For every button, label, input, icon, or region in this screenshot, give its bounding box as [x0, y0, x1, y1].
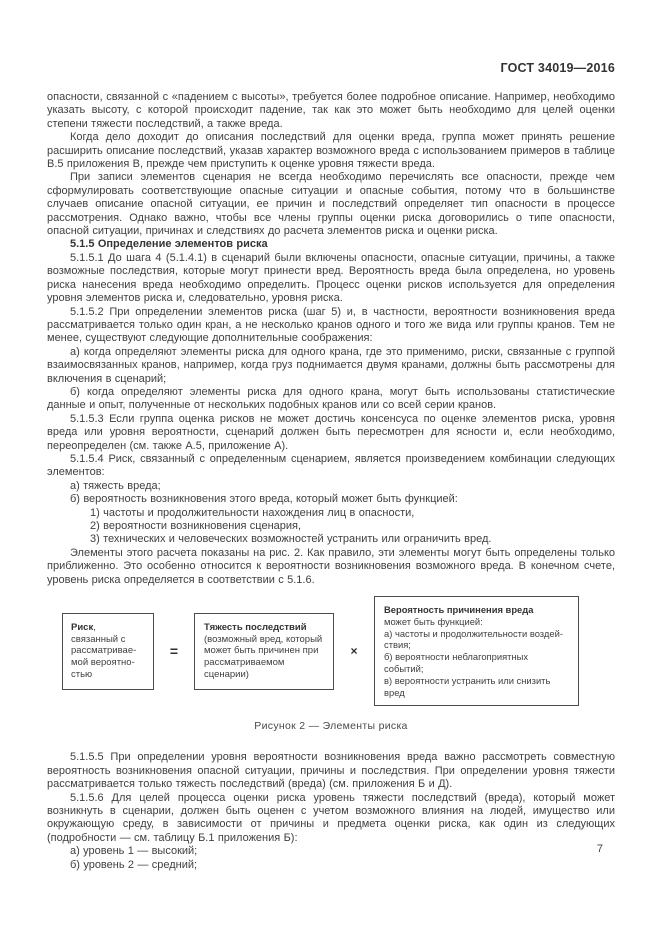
figure-caption: Рисунок 2 — Элементы риска: [254, 720, 408, 733]
section-heading: 5.1.5 Определение элементов риска: [70, 238, 268, 251]
sub-list-item: 2) вероятности возникновения сценария,: [90, 520, 302, 532]
figure-boxes-row: [47, 596, 615, 706]
list-item: а) тяжесть вреда;: [70, 479, 161, 492]
paragraph: 5.1.5.6 Для целей процесса оценки риска уровень тяжести последствий (вреда), который может возникнуть в сценарии, должен быть оценен с учетом возможного влияния на людей, имущество или окружающую среду, в зависимости от причины и предмета оценки риска, как один из следующих (подробности — см. таблицу Б.1 приложения Б):: [47, 791, 615, 844]
page-header: [47, 61, 615, 75]
standard-number: ГОСТ 34019—2016: [500, 61, 615, 75]
list-item: б) уровень 2 — средний;: [70, 858, 198, 871]
probability-box-title: Вероятность причинения вреда: [384, 604, 534, 616]
severity-box: [194, 613, 334, 690]
document-body: [47, 91, 615, 872]
paragraph: 5.1.5.4 Риск, связанный с определенным сценарием, является произведением комбинации следующих элементов:: [47, 452, 615, 479]
risk-box: [62, 613, 154, 690]
paragraph: 5.1.5.3 Если группа оценка рисков не может достичь консенсуса по оценке элементов риска, уровня вреда или уровня вероятности, сценарий должен быть пересмотрен для ясности и, если необходимо, переопределен (см. также А.5, приложение А).: [47, 412, 615, 452]
list-item: б) вероятность возникновения этого вреда, который может быть функцией:: [70, 493, 458, 506]
probability-box: [374, 596, 579, 706]
paragraph: опасности, связанной с «падением с высоты», требуется более подробное описание. Например, необходимо указать высоту, с которой происходит падение, так как это может быть необходимо для целей оценки степени тяжести последствий, а также вреда.: [47, 91, 615, 130]
paragraph: Элементы этого расчета показаны на рис. 2. Как правило, эти элементы могут быть определены только приближенно. Это особенно относится к вероятности возникновения возможного вреда. В конечном счете, уровень риска определяется в соответствии с 5.1.6.: [47, 546, 615, 586]
probability-box-item-v: в) вероятности устранить или снизить вред: [384, 674, 551, 698]
list-item: а) уровень 1 — высокий;: [70, 845, 198, 858]
severity-box-text: (возможный вред, который может быть причинен при рассматриваемом сценарии): [204, 633, 323, 680]
risk-elements-figure: [47, 596, 615, 732]
multiply-operator: ×: [350, 644, 358, 659]
severity-box-title: Тяжесть последствий: [204, 621, 307, 633]
equals-operator: =: [169, 643, 179, 660]
risk-box-title: Риск: [71, 621, 94, 633]
page-number: 7: [596, 843, 603, 855]
sub-list-item: 3) технических и человеческих возможностей устранить или ограничить вред.: [90, 533, 492, 546]
paragraph: 5.1.5.1 До шага 4 (5.1.4.1) в сценарий были включены опасности, опасные ситуации, причины, а также возможные последствия, которые могут принести вред. Вероятность вреда была определена, но уровень риска нанесения вреда необходимо определить. Процесс оценки рисков используется для определения уровня элементов риска и, следовательно, уровня риска.: [47, 251, 615, 305]
risk-box-text: , связанный с рассматриваемой вероятностью: [71, 621, 137, 680]
list-item: б) когда определяют элементы риска для одного крана, могут быть использованы статистические данные и опыт, полученные от нескольких подобных кранов или со всей серии кранов.: [47, 385, 615, 412]
probability-box-item-a: а) частоты и продолжительности воздействия;: [384, 627, 563, 651]
list-item: а) когда определяют элементы риска для одного крана, где это применимо, риски, связанные с группой взаимосвязанных кранов, например, когда груз поднимается двумя кранами, должны быть рассмотрены для включения в сценарий;: [47, 345, 615, 385]
paragraph: При записи элементов сценария не всегда необходимо перечислять все опасности, прежде чем сформулировать соответствующие опасные ситуации и опасные события, потому что в большинстве случаев описание опасной ситуации, ее причин и последствий определяет тип опасности в процессе рассмотрения. Однако важно, чтобы все члены группы оценки риска договорились о типе опасности, опасной ситуации, причинах и следствиях до расчета элементов риска и оценки риска.: [47, 171, 615, 238]
paragraph: 5.1.5.5 При определении уровня вероятности возникновения вреда важно рассмотреть совместную вероятность возникновения опасной ситуации, причины и последствия. При определении уровня тяжести рассматривается только тяжесть последствий (вреда) (см. приложения Б и Д).: [47, 751, 615, 791]
paragraph: Когда дело доходит до описания последствий для оценки вреда, группа может принять решение расширить описание последствий, указав характер возможного вреда с использованием примеров в таблице В.5 приложения В, прежде чем приступить к оценке уровня тяжести вреда.: [47, 131, 615, 171]
probability-box-item-b: б) вероятности неблагоприятных событий;: [384, 651, 529, 675]
paragraph: 5.1.5.2 При определении элементов риска (шаг 5) и, в частности, вероятности возникновения вреда рассматривается только один кран, а не несколько кранов одного и того же вида или группы кранов. Тем не менее, существуют следующие дополнительные соображения:: [47, 305, 615, 345]
probability-box-intro: может быть функцией:: [384, 615, 483, 627]
sub-list-item: 1) частоты и продолжительности нахождения лиц в опасности,: [90, 506, 415, 519]
